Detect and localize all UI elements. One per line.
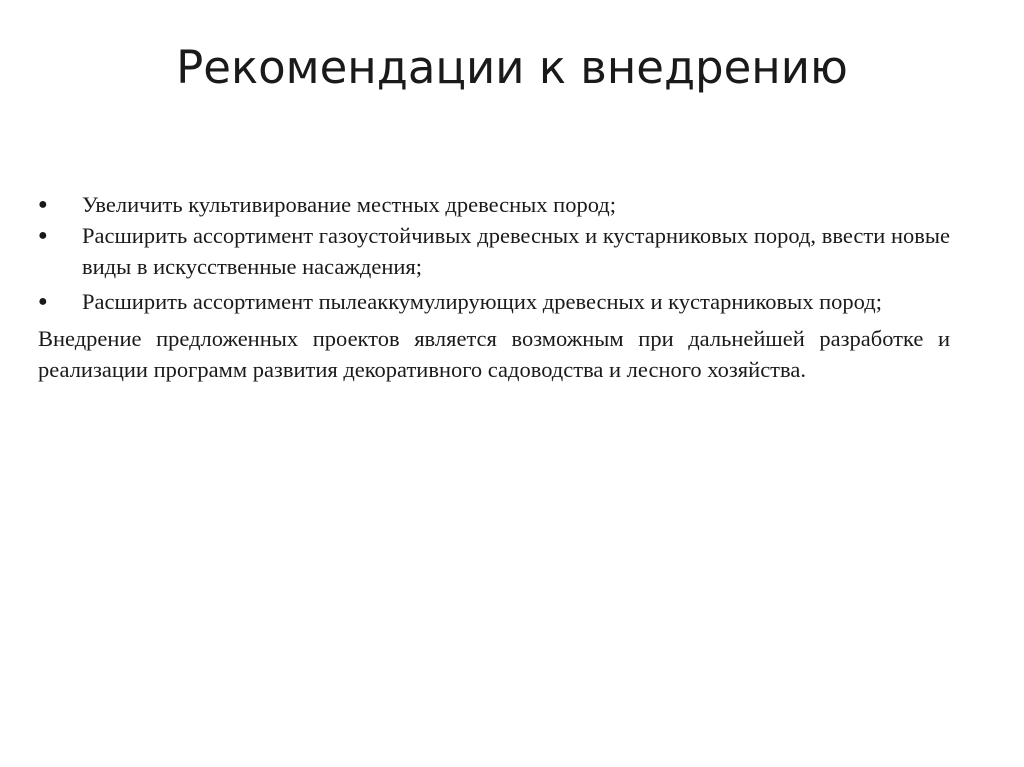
bullet-item	[38, 220, 950, 282]
bullet-marker: ●	[38, 293, 48, 310]
bullet-text: Расширить ассортимент пылеаккумулирующих древесных и кустарниковых пород;	[82, 289, 882, 314]
bullet-text: Расширить ассортимент газоустойчивых древесных и кустарниковых пород, ввести новые виды в искусственные насаждения;	[82, 223, 950, 279]
bullet-text: Увеличить культивирование местных древесных пород;	[82, 192, 616, 217]
bullet-marker: ●	[38, 227, 48, 244]
bullet-item	[38, 286, 950, 317]
bullet-item	[38, 189, 950, 220]
conclusion-paragraph: Внедрение предложенных проектов является возможным при дальнейшей разработке и реализации программ развития декоративного садоводства и лесного хозяйства.	[38, 326, 950, 382]
slide-title: Рекомендации к внедрению	[176, 41, 848, 94]
bullet-marker: ●	[38, 196, 48, 213]
slide-content	[38, 189, 950, 385]
bullet-list	[38, 189, 950, 317]
